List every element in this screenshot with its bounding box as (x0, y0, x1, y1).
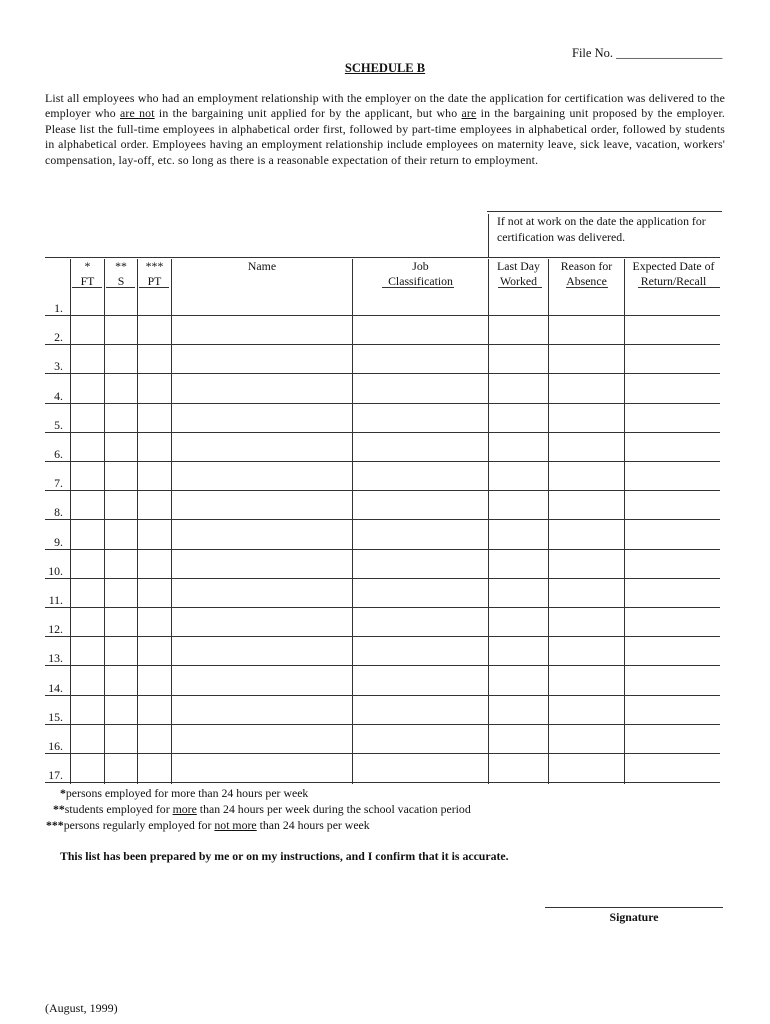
table-row[interactable] (45, 549, 720, 550)
header-pt (138, 259, 171, 288)
table-row[interactable] (45, 782, 720, 783)
column-divider (104, 259, 105, 784)
header-s (105, 259, 137, 288)
row-number: 15. (48, 710, 63, 724)
footnote-text: persons regularly employed for (63, 818, 215, 832)
row-number: 1. (54, 301, 63, 315)
footnote-students (53, 802, 471, 817)
header-ft-mark: * (84, 259, 91, 273)
header-job-line2: Classification (388, 273, 453, 288)
header-reason-line1: Reason for (560, 259, 613, 273)
signature-label: Signature (609, 910, 659, 924)
file-number-field[interactable]: File No. _________________ (572, 46, 723, 60)
header-job (353, 259, 488, 288)
header-last-line2: Worked (499, 273, 538, 288)
table-row[interactable] (45, 607, 720, 608)
header-s-mark: ** (115, 259, 127, 273)
absence-note-bracket (488, 214, 489, 258)
row-number: 3. (54, 359, 63, 373)
header-ft-label: FT (80, 273, 95, 288)
row-number: 5. (54, 418, 63, 432)
row-number: 11. (48, 593, 63, 607)
header-pt-mark: *** (145, 259, 164, 273)
table-row[interactable] (45, 665, 720, 666)
column-divider (488, 259, 489, 784)
row-number: 17. (48, 768, 63, 782)
table-row[interactable] (45, 373, 720, 374)
header-s-label: S (117, 273, 125, 288)
row-number: 13. (48, 651, 63, 665)
intro-text-3: in the bargaining unit proposed by the employer. Please list the full-time employees in alphabetical order first, followed by part-time employees in alphabetical order, followed by students in alphabetical order. Employees having an employment relationship include employees on maternity leave, sick leave, vacation, workers' compensation, lay-off, etc. so long as there is a reasonable expectation of their return to employment. (45, 106, 725, 167)
intro-text-1: List all employees who had an employment relationship with the employer on the date the application for certification was delivered to the employer who (45, 91, 725, 121)
row-number: 4. (54, 389, 63, 403)
intro-underline-are: are (461, 106, 477, 121)
header-underline (638, 287, 720, 288)
header-last-line1: Last Day (497, 259, 540, 273)
row-number: 16. (48, 739, 63, 753)
instructions-paragraph (45, 91, 725, 168)
header-last-day (489, 259, 548, 288)
page-title: SCHEDULE B (344, 61, 426, 75)
footnote-text: than 24 hours per week during the school vacation period (196, 802, 471, 816)
intro-text-2: in the bargaining unit applied for by the applicant, but who (154, 106, 462, 121)
footnote-text: students employed for (64, 802, 173, 816)
absence-note: If not at work on the date the application for certification was delivered. (497, 214, 706, 244)
footnote-mark: * (60, 786, 66, 800)
column-divider (624, 259, 625, 784)
table-row[interactable] (45, 490, 720, 491)
revision-date: (August, 1999) (45, 1001, 118, 1015)
header-underline (139, 287, 169, 288)
footnote-text: than 24 hours per week (256, 818, 370, 832)
column-divider (137, 259, 138, 784)
table-row[interactable] (45, 461, 720, 462)
header-underline (566, 287, 608, 288)
table-row[interactable] (45, 344, 720, 345)
table-row[interactable] (45, 519, 720, 520)
footnote-underline: more (172, 802, 197, 816)
header-name-label: Name (247, 259, 277, 273)
row-number: 6. (54, 447, 63, 461)
table-row[interactable] (45, 753, 720, 754)
row-number: 8. (54, 505, 63, 519)
table-row[interactable] (45, 695, 720, 696)
table-row[interactable] (45, 724, 720, 725)
column-divider (352, 259, 353, 784)
header-underline (498, 287, 542, 288)
table-row[interactable] (45, 636, 720, 637)
column-divider (70, 259, 71, 784)
header-job-line1: Job (412, 259, 429, 273)
header-expected (625, 259, 722, 288)
row-number: 12. (48, 622, 63, 636)
footnote-part-time (46, 818, 370, 833)
footnote-mark: *** (46, 818, 64, 832)
header-expected-line1: Expected Date of (632, 259, 715, 273)
header-name (172, 259, 352, 274)
column-divider (548, 259, 549, 784)
header-underline (382, 287, 454, 288)
footnote-underline: not more (214, 818, 257, 832)
absence-note-top-rule (487, 211, 722, 212)
column-divider (171, 259, 172, 784)
signature-line[interactable] (545, 907, 723, 908)
header-underline (106, 287, 135, 288)
header-expected-line2: Return/Recall (640, 273, 707, 288)
header-underline (72, 287, 102, 288)
footnote-full-time (60, 786, 308, 801)
row-number: 2. (54, 330, 63, 344)
row-number: 9. (54, 535, 63, 549)
row-number: 10. (48, 564, 63, 578)
row-number: 14. (48, 681, 63, 695)
confirmation-statement: This list has been prepared by me or on my instructions, and I confirm that it is accurate. (60, 849, 509, 863)
header-pt-label: PT (147, 273, 162, 288)
header-reason-line2: Absence (566, 273, 607, 288)
footnote-text: persons employed for more than 24 hours per week (65, 786, 309, 800)
intro-underline-are-not: are not (120, 106, 155, 121)
table-row[interactable] (45, 578, 720, 579)
footnote-mark: ** (53, 802, 65, 816)
table-row[interactable] (45, 432, 720, 433)
table-row[interactable] (45, 403, 720, 404)
row-number: 7. (54, 476, 63, 490)
header-reason (549, 259, 624, 288)
table-row[interactable] (45, 315, 720, 316)
header-ft (71, 259, 104, 288)
table-header-rule (45, 257, 720, 258)
